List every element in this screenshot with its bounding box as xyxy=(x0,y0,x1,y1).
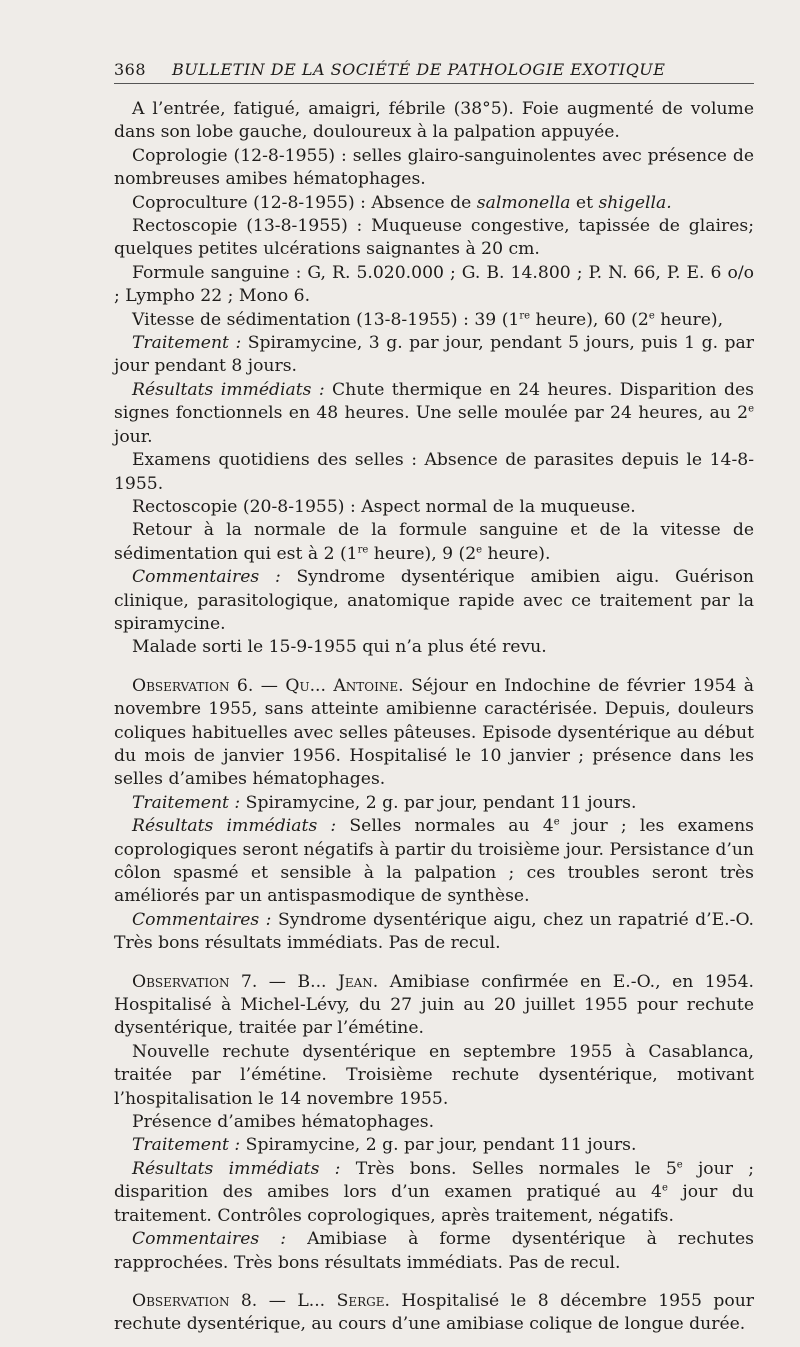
observation-6-resultats xyxy=(114,815,754,909)
section-label: Résultats immédiats : xyxy=(132,816,337,837)
text: Formule sanguine : G, R. 5.020.000 ; G. B. 14.800 ; P. N. 66, P. E. 6 o/o ; Lympho 22 ; Mono 6. xyxy=(114,262,754,307)
text: — xyxy=(253,675,286,696)
text: Nouvelle rechute dysentérique en septembre 1955 à Casablanca, traitée par l’émétine. Troisième rechute dysentérique, motivant l’hospitalisation le 14 novembre 1955. xyxy=(114,1041,754,1109)
observation-7-presence xyxy=(114,1111,754,1134)
paragraph-admission xyxy=(114,98,754,145)
text: Syndrome dysentérique amibien aigu. Guérison clinique, parasitologique, anatomique rapide avec ce traitement par la spiramycine. xyxy=(114,567,755,634)
section-label: Traitement : xyxy=(132,1135,241,1156)
section-label: Commentaires : xyxy=(132,567,281,588)
paragraph-coprologie xyxy=(114,145,754,192)
observation-7-heading xyxy=(114,971,754,1041)
text: Malade sorti le 15-9-1955 qui n’a plus été revu. xyxy=(132,637,547,658)
text: heure), xyxy=(654,309,724,330)
section-label: Traitement : xyxy=(132,333,242,354)
text: Spiramycine, 3 g. par jour, pendant 5 jours, puis 1 g. par jour pendant 8 jours. xyxy=(114,333,754,377)
paragraph-sortie xyxy=(114,636,754,659)
text: Spiramycine, 2 g. par jour, pendant 11 jours. xyxy=(240,1135,637,1156)
paragraph-examens xyxy=(114,449,754,496)
superscript: e xyxy=(648,309,655,321)
text: Retour à la normale de la formule sanguine et de la vitesse de sédimentation qui est à 2 (1 xyxy=(114,520,754,564)
text: Très bons. Selles normales le 5 xyxy=(340,1158,677,1179)
text: Rectoscopie (20-8-1955) : Aspect normal de la muqueuse. xyxy=(132,496,636,517)
text: jour. xyxy=(114,426,153,447)
section-label: Commentaires : xyxy=(132,1229,287,1250)
text: Hospitalisé le 8 décembre 1955 pour rechute dysentérique, au cours d’une amibiase colique de longue durée. xyxy=(114,1290,754,1335)
superscript: e xyxy=(476,543,483,555)
patient-name: Qu... Antoine. xyxy=(285,675,404,696)
observation-7-commentaires xyxy=(114,1228,754,1275)
text: Syndrome dysentérique aigu, chez un rapatrié d’E.-O. Très bons résultats immédiats. Pas de recul. xyxy=(114,909,754,954)
text: jour ; les examens coprologiques seront négatifs à partir du troisième jour. Persistance d’un côlon spasmé et sensible à la palpation ; ces troubles seront très améliorés par un antispasmodique de synthèse. xyxy=(114,816,754,907)
superscript: re xyxy=(519,309,531,321)
observation-6-traitement xyxy=(114,792,754,815)
paragraph-traitement xyxy=(114,332,754,379)
italic-text: shigella. xyxy=(598,192,672,213)
text: Amibiase à forme dysentérique à rechutes rapprochées. Très bons résultats immédiats. Pas de recul. xyxy=(114,1229,754,1273)
observation-7-rechute xyxy=(114,1041,754,1111)
text: jour du traitement. Contrôles coprologiques, après traitement, négatifs. xyxy=(114,1182,755,1226)
observation-7-resultats xyxy=(114,1158,754,1228)
text: Chute thermique en 24 heures. Disparition des signes fonctionnels en 48 heures. Une selle moulée par 24 heures, au 2 xyxy=(114,379,754,424)
observation-8-heading xyxy=(114,1290,754,1337)
patient-name: B... Jean. xyxy=(297,971,379,992)
observation-label: Observation 7. xyxy=(132,971,258,992)
text: Amibiase confirmée en E.-O., en 1954. Hospitalisé à Michel-Lévy, du 27 juin au 20 juillet 1955 pour rechute dysentérique, traitée par l’émétine. xyxy=(114,971,754,1039)
observation-6-commentaires xyxy=(114,909,754,956)
text: heure), 60 (2 xyxy=(530,309,649,330)
text: Coproculture (12-8-1955) : Absence de xyxy=(132,192,477,213)
superscript: e xyxy=(748,403,754,415)
paragraph-rectoscopie xyxy=(114,215,754,262)
text: et xyxy=(570,192,599,213)
text: Présence d’amibes hématophages. xyxy=(132,1112,435,1133)
text: Spiramycine, 2 g. par jour, pendant 11 jours. xyxy=(240,792,637,813)
text: — xyxy=(257,971,298,992)
text: Selles normales au 4 xyxy=(336,816,554,837)
text: Séjour en Indochine de février 1954 à novembre 1955, sans atteinte amibienne caractérisée. Depuis, douleurs coliques habituelles avec selles pâteuses. Episode dysentérique au début du mois de janvier 1956. Hospitalisé le 10 janvier ; présence dans les selles d’amibes hématophages. xyxy=(114,675,754,790)
observation-label: Observation 6. xyxy=(132,675,254,696)
text: Rectoscopie (13-8-1955) : Muqueuse congestive, tapissée de glaires; quelques petites ulcérations saignantes à 20 cm. xyxy=(114,216,754,260)
superscript: e xyxy=(661,1182,668,1194)
text: heure), 9 (2 xyxy=(368,543,477,564)
section-label: Commentaires : xyxy=(132,909,272,930)
text: — xyxy=(257,1290,298,1311)
observation-label: Observation 8. xyxy=(132,1290,258,1311)
paragraph-formule xyxy=(114,262,754,309)
running-header xyxy=(114,60,754,84)
paragraph-coproculture xyxy=(114,192,754,215)
paragraph-vitesse xyxy=(114,309,754,332)
superscript: e xyxy=(676,1159,683,1171)
superscript: e xyxy=(553,816,560,828)
text: Coprologie (12-8-1955) : selles glairo-sanguinolentes avec présence de nombreuses amibes hématophages. xyxy=(114,145,754,190)
text: Examens quotidiens des selles : Absence de parasites depuis le 14-8-1955. xyxy=(114,450,754,494)
observation-6-heading xyxy=(114,675,754,792)
italic-text: salmonella xyxy=(476,192,571,213)
page-number: 368 xyxy=(114,60,147,79)
observation-7-traitement xyxy=(114,1134,754,1157)
paragraph-resultats xyxy=(114,379,754,449)
section-label: Résultats immédiats : xyxy=(132,1158,341,1179)
text: jour ; disparition des amibes lors d’un examen pratiqué au 4 xyxy=(114,1158,755,1203)
article-body xyxy=(114,98,754,1337)
running-title: BULLETIN DE LA SOCIÉTÉ DE PATHOLOGIE EXOTIQUE xyxy=(172,60,666,79)
paragraph-retour xyxy=(114,519,754,566)
paragraph-commentaires xyxy=(114,566,754,636)
superscript: re xyxy=(357,543,369,555)
text: Vitesse de sédimentation (13-8-1955) : 39 (1 xyxy=(132,309,520,330)
patient-name: L... Serge. xyxy=(297,1290,390,1311)
text: A l’entrée, fatigué, amaigri, fébrile (38°5). Foie augmenté de volume dans son lobe gauche, douloureux à la palpation appuyée. xyxy=(114,99,754,143)
section-label: Résultats immédiats : xyxy=(132,379,325,400)
section-label: Traitement : xyxy=(132,792,241,813)
paragraph-rectoscopie-2 xyxy=(114,496,754,519)
text: heure). xyxy=(482,543,551,564)
